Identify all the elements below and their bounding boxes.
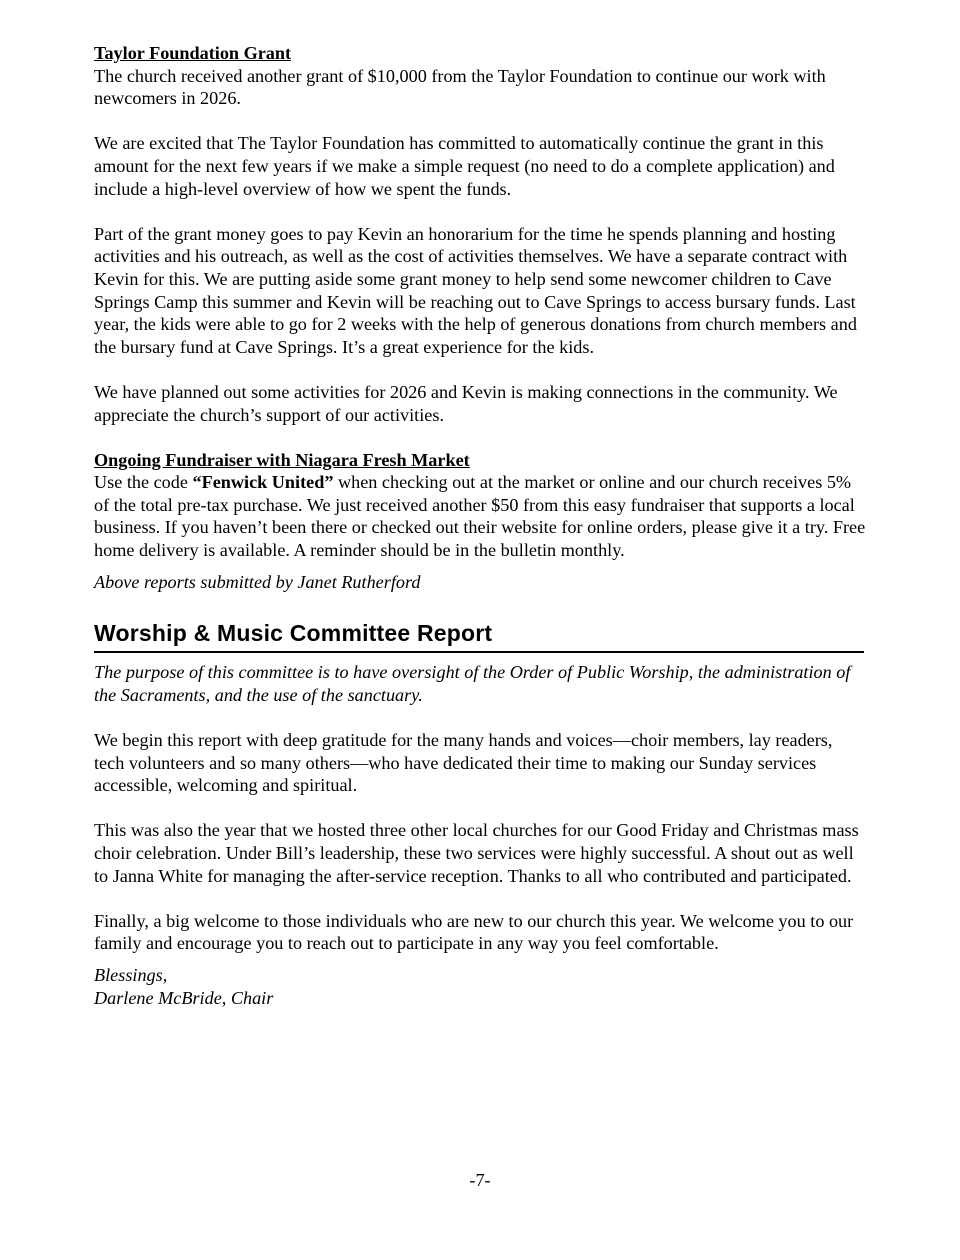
fundraiser-rest: when checking out at the market or online and our church receives 5% of the total pre-tax purchase. We just received another $50 from this easy fundraiser that supports a local business. If you haven’t been there or checked out their website for online orders, please give it a try. Free home delivery is available. A reminder should be in the bulletin monthly. — [94, 472, 866, 561]
worship-paragraph-2: This was also the year that we hosted three other local churches for our Good Friday and Christmas mass choir celebration. Under Bill’s leadership, these two services were highly successful. A shout out as well to Janna White for managing the after-service reception. Thanks to all who contributed and participated. — [94, 820, 859, 886]
submitted-by: Above reports submitted by Janet Rutherford — [94, 571, 421, 592]
taylor-grant-paragraph-1: The church received another grant of $10,000 from the Taylor Foundation to continue our work with newcomers in 2026. — [94, 65, 826, 109]
fundraiser-lead: Use the code — [94, 472, 193, 493]
worship-section-title: Worship & Music Committee Report — [94, 620, 493, 647]
taylor-grant-heading: Taylor Foundation Grant — [94, 43, 292, 63]
page-number: -7- — [469, 1170, 491, 1190]
section-divider — [94, 651, 864, 653]
taylor-grant-paragraph-2: We are excited that The Taylor Foundation has committed to automatically continue the grant in this amount for the next few years if we make a simple request (no need to do a complete application) and include a high-level overview of how we spent the funds. — [94, 133, 835, 199]
fundraiser-code: “Fenwick United” — [192, 472, 334, 493]
signature: Darlene McBride, Chair — [94, 987, 274, 1008]
fundraiser-heading: Ongoing Fundraiser with Niagara Fresh Market — [94, 449, 470, 470]
worship-paragraph-3: Finally, a big welcome to those individuals who are new to our church this year. We welcome you to our family and encourage you to reach out to participate in any way you feel comfortable. — [94, 910, 854, 954]
closing-salutation: Blessings, — [94, 964, 168, 985]
taylor-grant-paragraph-3: Part of the grant money goes to pay Kevin an honorarium for the time he spends planning and hosting activities and his outreach, as well as the cost of activities themselves. We have a separate contract with Kevin for this. We are putting aside some grant money to help send some newcomer children to Cave Springs Camp this summer and Kevin will be reaching out to Cave Springs to access bursary funds. Last year, the kids were able to go for 2 weeks with the help of generous donations from church members and the bursary fund at Cave Springs. It’s a great experience for the kids. — [94, 223, 857, 357]
worship-paragraph-1: We begin this report with deep gratitude for the many hands and voices—choir members, lay readers, tech volunteers and so many others—who have dedicated their time to making our Sunday services accessible, welcoming and spiritual. — [94, 730, 833, 796]
fundraiser-paragraph — [94, 471, 866, 561]
page-content — [94, 42, 866, 1009]
taylor-grant-paragraph-4: We have planned out some activities for 2026 and Kevin is making connections in the community. We appreciate the church’s support of our activities. — [94, 381, 838, 425]
worship-purpose: The purpose of this committee is to have oversight of the Order of Public Worship, the administration of the Sacraments, and the use of the sanctuary. — [94, 662, 851, 705]
